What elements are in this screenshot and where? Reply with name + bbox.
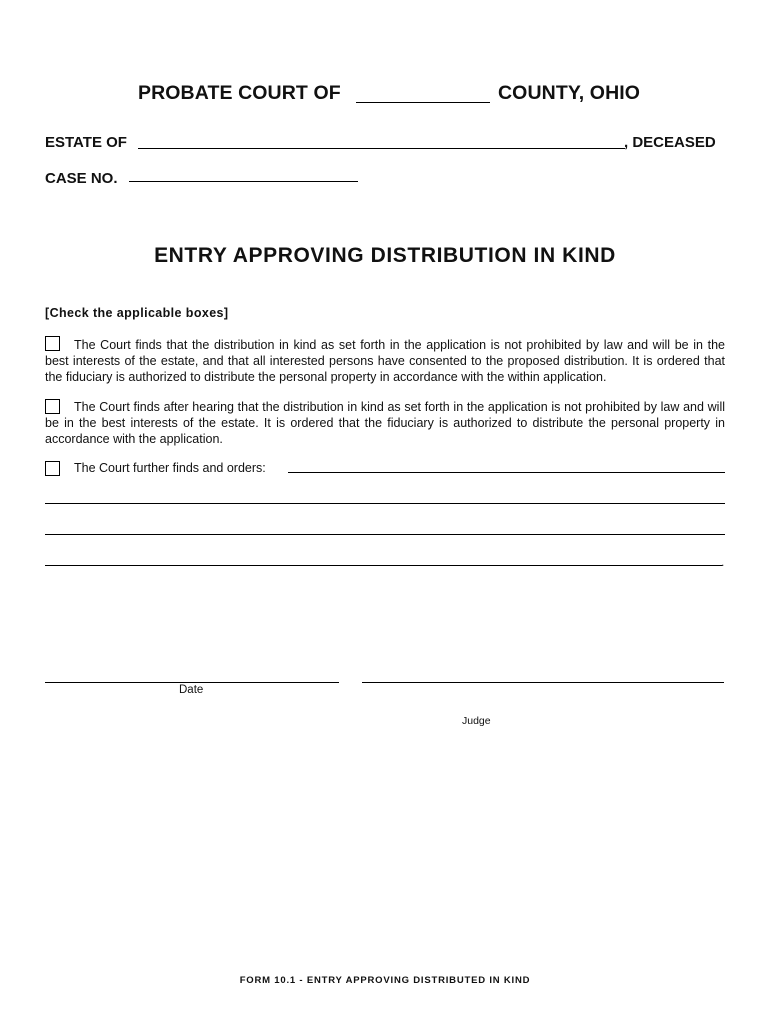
further-orders-line-3[interactable]: [45, 534, 725, 535]
estate-name-field[interactable]: [138, 148, 625, 149]
judge-label: Judge: [462, 715, 491, 727]
option-2-label: The Court finds after hearing that the distribution in kind as set forth in the application is not prohibited by law and will be in the best interests of the estate. It is ordered that the fiduciary is authorized to distribute the personal property in accordance with the application.: [45, 400, 725, 446]
court-heading-suffix: COUNTY, OHIO: [498, 82, 641, 104]
case-number-label: CASE NO.: [45, 170, 118, 187]
form-footer: FORM 10.1 - ENTRY APPROVING DISTRIBUTED IN KIND: [239, 975, 531, 986]
estate-label: ESTATE OF: [45, 134, 127, 151]
deceased-label: , DECEASED: [624, 134, 716, 151]
option-1-text: [45, 337, 725, 385]
judge-signature-field[interactable]: [362, 682, 724, 683]
further-orders-line-1[interactable]: [288, 472, 725, 473]
option-3-label: The Court further finds and orders:: [74, 461, 266, 475]
date-label: Date: [179, 684, 204, 696]
further-orders-line-2[interactable]: [45, 503, 725, 504]
option-1-label: The Court finds that the distribution in kind as set forth in the application is not prohibited by law and will be in the best interests of the estate, and that all interested persons have consented to the proposed distribution. It is ordered that the fiduciary is authorized to distribute the personal property in accordance with the within application.: [45, 338, 725, 384]
trailing-period: .: [721, 555, 725, 569]
case-number-field[interactable]: [129, 181, 358, 182]
form-title: ENTRY APPROVING DISTRIBUTION IN KIND: [154, 244, 616, 267]
check-instructions: [Check the applicable boxes]: [45, 306, 229, 320]
county-name-field[interactable]: [356, 102, 490, 103]
date-field[interactable]: [45, 682, 339, 683]
further-orders-line-4[interactable]: [45, 565, 722, 566]
court-heading-prefix: PROBATE COURT OF: [138, 82, 341, 104]
option-2-text: [45, 399, 725, 447]
option-3-checkbox[interactable]: [45, 461, 60, 476]
